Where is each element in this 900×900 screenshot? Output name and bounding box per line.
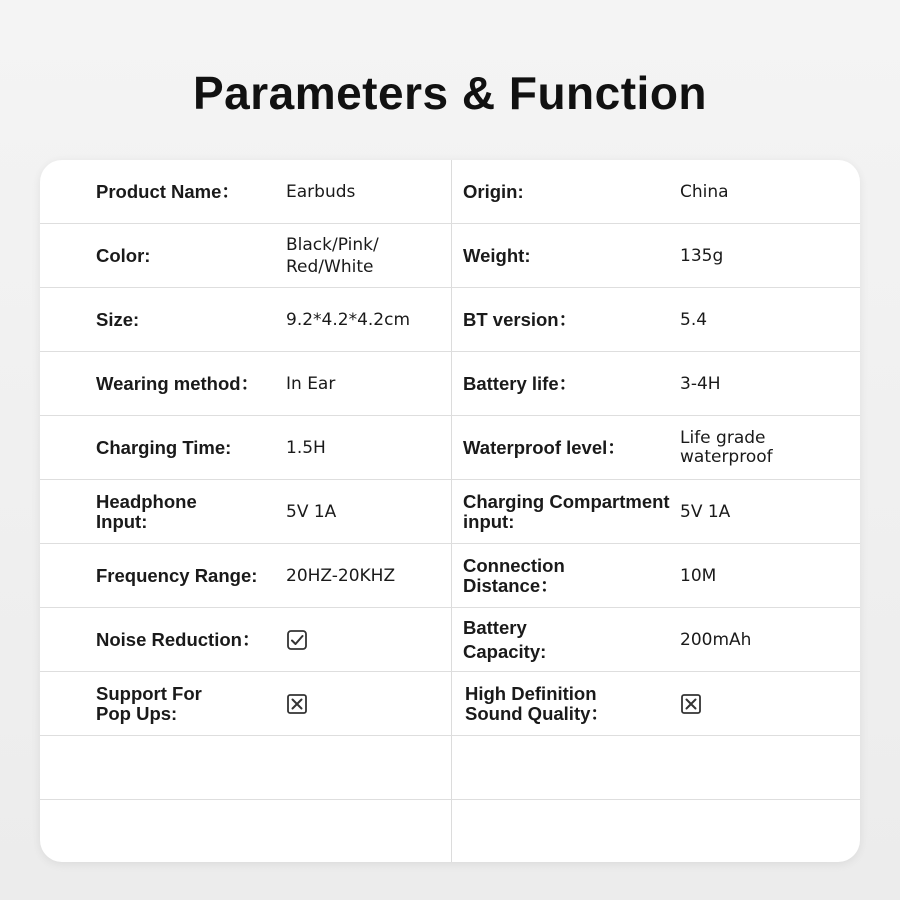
checkbox-crossed-icon [680,693,702,715]
page-title: Parameters & Function [192,67,708,119]
param-value: 3-4H [680,373,721,394]
param-value: 1.5H [286,437,326,458]
checkbox-crossed-icon [286,693,308,715]
parameters-table [40,160,860,862]
table-row [40,160,860,224]
table-row [40,544,860,608]
param-value: In Ear [286,373,336,394]
param-label: Noise Reduction： [96,628,261,650]
param-label: Connection Distance： [463,554,565,596]
param-value: Earbuds [286,181,356,202]
param-label: BT version： [463,308,578,330]
param-value: 5V 1A [286,501,337,522]
param-label: Product Name： [96,180,240,202]
table-row [40,288,860,352]
param-value: Life grade waterproof [680,427,773,467]
table-row [40,416,860,480]
table-row [40,608,860,672]
param-label: High Definition Sound Quality： [465,682,609,724]
param-label: Size: [96,308,140,330]
param-value: China [680,181,729,202]
param-label: Battery Capacity: [463,616,547,662]
table-row [40,480,860,544]
param-label: Waterproof level： [463,436,626,458]
param-value: 20HZ-20KHZ [286,565,396,586]
param-value: 9.2*4.2*4.2cm [286,309,411,330]
param-label: Color: [96,244,151,266]
param-label: Wearing method： [96,372,260,394]
checkbox-checked-icon [286,629,308,651]
param-value: 10M [680,565,717,586]
table-row [40,224,860,288]
param-label: Weight: [463,244,531,266]
param-label: Headphone Input: [96,490,197,532]
table-row [40,352,860,416]
param-value: 5V 1A [680,501,731,522]
param-label: Charging Compartment input: [463,490,670,532]
param-label: Support For Pop Ups: [96,682,202,724]
param-label: Origin: [463,180,524,202]
param-value: Black/Pink/ Red/White [286,234,379,277]
param-label: Frequency Range: [96,564,258,586]
table-row [40,672,860,736]
param-value: 135g [680,245,724,266]
table-row-empty [40,736,860,800]
param-label: Charging Time: [96,436,232,458]
param-label: Battery life： [463,372,578,394]
param-value: 200mAh [680,629,752,650]
param-value: 5.4 [680,309,708,330]
